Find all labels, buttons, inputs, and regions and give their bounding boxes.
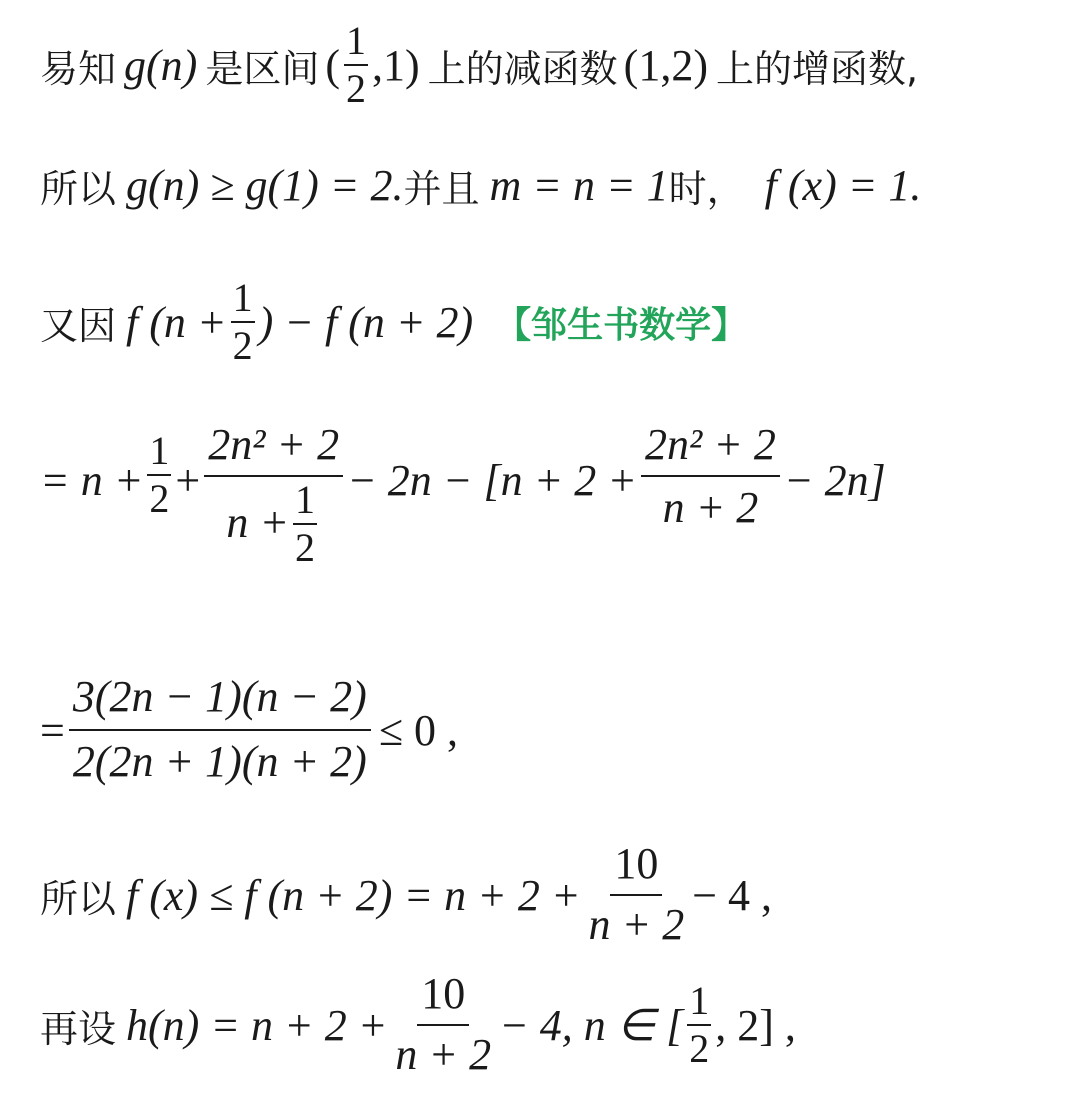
denominator: n + 2 (395, 1030, 492, 1079)
text: 上的增函数, (715, 46, 919, 91)
denominator (222, 477, 325, 571)
math: , 2] , (715, 1000, 796, 1050)
fraction (293, 477, 317, 571)
math: ) − f (n + 2) (258, 297, 474, 347)
numerator: 10 (610, 839, 662, 896)
numerator: 1 (687, 978, 711, 1026)
text: 是区间 (205, 46, 320, 91)
fraction (69, 672, 371, 787)
text: 时， (668, 166, 745, 211)
math: h(n) = n + 2 + (126, 1000, 388, 1050)
line-4 (40, 410, 886, 600)
math: − 4, n ∈ [ (499, 1000, 684, 1050)
math: n + (226, 498, 290, 548)
math: g(n) (124, 40, 198, 90)
math: m = n = 1 (489, 160, 669, 210)
line-3 (40, 272, 747, 372)
text: 所以 (40, 876, 117, 921)
math: ,1) (372, 40, 420, 90)
denominator: 2 (295, 524, 316, 570)
numerator: 1 (231, 275, 255, 323)
math: (1,2) (623, 40, 708, 90)
math: − 2n − [n + 2 + (347, 456, 637, 505)
denominator: 2(2n + 1)(n + 2) (72, 737, 367, 786)
math: f (x) ≤ f (n + 2) = n + 2 + (126, 870, 581, 920)
fraction (391, 969, 495, 1080)
fraction (204, 420, 343, 571)
numerator: 1 (344, 18, 368, 66)
math: − 2n] (783, 456, 886, 505)
denominator: 2 (346, 66, 366, 111)
math: ≤ 0 , (378, 705, 458, 755)
fraction (231, 275, 255, 369)
fraction (687, 978, 711, 1072)
math: + (175, 456, 201, 505)
fraction (641, 420, 780, 533)
fraction (147, 428, 171, 522)
text: 再设 (40, 1006, 117, 1051)
text: 并且 (403, 166, 480, 211)
fraction (344, 18, 368, 112)
line-2 (40, 155, 921, 215)
text: 又因 (40, 303, 117, 348)
math: − 4 , (692, 870, 773, 920)
fraction (585, 839, 689, 950)
denominator: n + 2 (662, 482, 759, 532)
numerator: 2n² + 2 (204, 420, 343, 477)
text: 易知 (40, 46, 117, 91)
denominator: 2 (149, 476, 170, 521)
denominator: 2 (232, 323, 253, 368)
numerator: 10 (417, 969, 469, 1026)
math: f (x) = 1. (764, 160, 922, 210)
denominator: n + 2 (588, 900, 685, 949)
line-1 (40, 20, 918, 110)
math: = (40, 705, 65, 755)
denominator: 2 (689, 1026, 710, 1071)
numerator: 2n² + 2 (641, 420, 780, 477)
math: = n + (40, 456, 144, 505)
math: f (n + (126, 297, 227, 347)
line-7 (40, 970, 796, 1080)
numerator: 1 (147, 428, 171, 476)
numerator: 1 (293, 477, 317, 525)
line-6 (40, 840, 772, 950)
line-5 (40, 670, 458, 790)
brand-label: 【邹生书数学】 (495, 304, 748, 346)
text: 上的减函数 (427, 46, 618, 91)
math: g(n) ≥ g(1) = 2. (126, 160, 404, 210)
numerator: 3(2n − 1)(n − 2) (69, 672, 371, 731)
math: ( (325, 40, 340, 90)
text: 所以 (40, 166, 117, 211)
